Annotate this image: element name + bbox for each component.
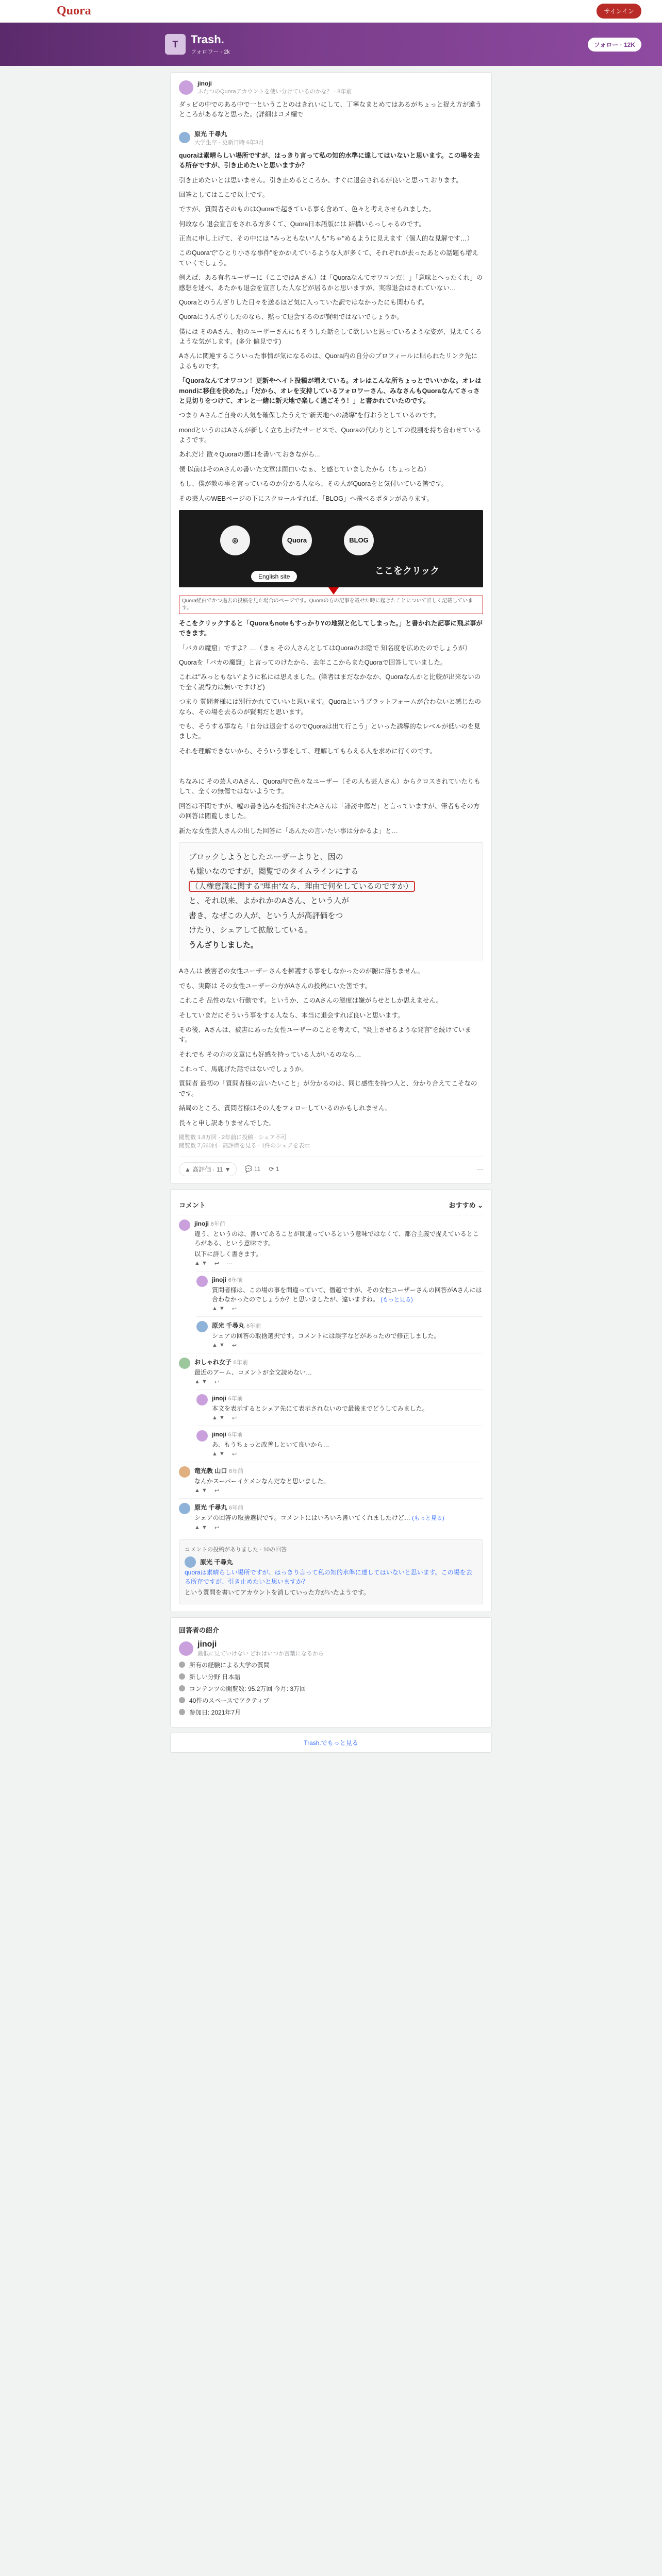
body-paragraph: つまり Aさんご自身の人気を確保したうえで"新天地への誘導"を行おうとしているのです。 xyxy=(179,412,441,419)
views-icon xyxy=(179,1685,185,1691)
body-paragraph: その後、Aさんは、被害にあった女性ユーザーのことを考えて、"炎上させるような発言"を続けています。 xyxy=(179,1026,471,1044)
body-paragraph: 僕 以前はそのAさんの書いた文章は面白いなぁ、と感じていましたから（ちょっとね） xyxy=(179,465,430,473)
upvote-icon[interactable]: ▲ ▼ xyxy=(212,1415,225,1421)
body-paragraph: 「バカの魔窟」ですよ？…（まぁ その人さんとしてはQuoraのお陰で 知名度を広めたのでしょうが） xyxy=(179,644,471,652)
instagram-icon: ◎ xyxy=(220,526,250,555)
body-paragraph: Quoraを「バカの魔窟」と言ってのけたから、去年ここからまたQuoraで回答していました。 xyxy=(179,659,447,666)
related-question-box xyxy=(179,1539,483,1604)
body-paragraph: Quoraにうんざりしたのなら、黙って退会するのが賢明ではないでしょうか。 xyxy=(179,313,403,321)
body-paragraph: ですが、質問者そのものはQuoraで起きている事も含めて、色々と考えさせられました。 xyxy=(179,206,435,213)
body-paragraph: これって、馬鹿げた話ではないでしょうか。 xyxy=(179,1065,308,1073)
avatar[interactable] xyxy=(196,1394,208,1405)
click-here-label: ここをクリック xyxy=(375,565,440,576)
comment-reply xyxy=(196,1426,483,1462)
related-author[interactable]: 原光 千尋丸 xyxy=(200,1558,233,1566)
comment-author[interactable]: おしゃれ女子 xyxy=(194,1359,232,1366)
quote-highlight: （人権意識に関する"理由"なら、理由で何をしているのですか） xyxy=(189,881,415,892)
action-bar xyxy=(179,1157,483,1176)
comment xyxy=(179,1215,483,1271)
red-arrow-icon xyxy=(328,587,339,595)
avatar[interactable] xyxy=(179,80,193,95)
quora-circle-icon: Quora xyxy=(282,526,312,555)
comment-text: シェアの回答の取捨選択です。コメントにはいろいろ書いてくれましたけど… xyxy=(194,1514,410,1522)
space-meta: フォロワー · 2k xyxy=(191,49,230,55)
body-paragraph: これこそ 品性のない行動です。というか、このAさんの態度は嫌がらせとしか思えません。 xyxy=(179,997,443,1005)
comments-section xyxy=(170,1189,492,1612)
signin-button[interactable]: サインイン xyxy=(597,4,641,19)
sub-author-name[interactable]: 原光 千尋丸 xyxy=(194,130,227,138)
post-author xyxy=(179,80,483,95)
blog-circle-icon: BLOG xyxy=(344,526,374,555)
comments-title: コメント xyxy=(179,1201,206,1209)
comment-text: 違う、というのは、書いてあることが間違っているという意味ではなくて、都合主義で捉えているところがある、という意味です。 xyxy=(194,1230,479,1247)
comment-text: 以下に詳しく書きます。 xyxy=(194,1250,262,1258)
quote-line: プロックしようとしたユーザーよりと、因の xyxy=(189,852,343,861)
see-more-link[interactable]: (もっと見る) xyxy=(412,1515,444,1522)
space-icon: T xyxy=(165,34,186,55)
calendar-icon xyxy=(179,1709,185,1715)
body-paragraph: mondというのはAさんが新しく立ち上げたサービスで、Quoraの代わりとしての役割を持ち合わせているようです。 xyxy=(179,426,482,444)
quote-line: けたり、シェアして拡散している。 xyxy=(189,926,312,935)
body-paragraph: その芸人のWEBページの下にスクロールすれば、「BLOG」へ飛べるボタンがあります。 xyxy=(179,495,433,502)
quote-line: も嫌いなのですが、閲覧でのタイムラインにする xyxy=(189,867,359,876)
comment-meta: 6年前 xyxy=(228,1277,243,1283)
body-paragraph: 何故なら 退会宣言をされる方多くて、Quora日本語版には 結構いらっしゃるのです。 xyxy=(179,220,425,228)
sort-dropdown[interactable]: おすすめ ⌄ xyxy=(449,1201,483,1209)
upvote-icon[interactable]: ▲ ▼ xyxy=(212,1451,225,1458)
avatar[interactable] xyxy=(196,1430,208,1442)
sub-author-meta: 大学生卒 · 更新日時 6年3月 xyxy=(194,139,264,146)
comment xyxy=(179,1462,483,1498)
body-paragraph: 新たな女性芸人さんの出した回答に「あんたの言いたい事は分かるよ」と… xyxy=(179,827,399,835)
comment xyxy=(179,1498,483,1535)
post-intro: ダッピの中でのある中で一ということのはきれいにして、丁寧なまとめてはあるがちょっと捉え方が違うところがあるなと思った。(詳細はコメ欄で xyxy=(179,101,482,118)
upvote-icon[interactable]: ▲ ▼ xyxy=(194,1260,207,1266)
avatar[interactable] xyxy=(179,1503,190,1514)
comment-meta: 6年前 xyxy=(246,1323,261,1330)
space-title[interactable]: Trash. xyxy=(191,33,224,46)
comment-meta: 6年前 xyxy=(228,1505,244,1512)
comment xyxy=(179,1353,483,1389)
body-paragraph: これは"みっともない"ように私には思えました。(筆者はまだなかなか、Quoraなんかと比較が出来ないので全く説得力は無いですけど) xyxy=(179,673,481,691)
reply-button[interactable]: ↩ xyxy=(231,1415,237,1422)
body-paragraph: それを理解できないから、そういう事をして、理解してもらえる人を求めに行くのです。 xyxy=(179,747,436,755)
profile-bio: 最低に見ていけない どれはいつか言葉になるから xyxy=(197,1650,324,1657)
body-paragraph: 長々と申し訳ありませんでした。 xyxy=(179,1119,276,1127)
avatar[interactable] xyxy=(196,1276,208,1287)
avatar[interactable] xyxy=(185,1556,196,1568)
space-banner xyxy=(0,23,662,66)
main-column xyxy=(170,72,492,1753)
body-paragraph: それでも その方の文章にも好感を持っている人がいるのなら… xyxy=(179,1050,361,1058)
body-paragraph: Aさんは 被害者の女性ユーザーさんを擁護する事をしなかったのが腑に落ちません。 xyxy=(179,968,424,975)
comment-author[interactable]: jinoji xyxy=(212,1276,226,1283)
post-stats: 閲覧数 1.8万回 · 2年前に投稿 · シェア不可 xyxy=(179,1134,287,1141)
quote-line: 書き、なぜこの人が、という人が高評価をつ xyxy=(189,911,343,920)
comment-meta: 6年前 xyxy=(228,1468,244,1475)
quote-bold-line: うんざりしました。 xyxy=(189,940,259,950)
quote-line: と、それ以来、よかれかのAさん、という人が xyxy=(189,896,349,906)
profile-row: 参加日: 2021年7月 xyxy=(189,1708,241,1716)
related-more: という質問を書いてアカウントを消していった方がいたようです。 xyxy=(185,1588,370,1596)
reply-button[interactable]: ↩ xyxy=(231,1343,237,1349)
body-paragraph: 僕には そのAさん、他のユーザーさんにもそうした話をして欲しいと思っているような姿が、見えてくるような気がします。(多分 偏見です) xyxy=(179,328,482,345)
comment-reply xyxy=(196,1389,483,1426)
english-site-button: English site xyxy=(251,571,297,582)
share-button[interactable]: ⟳ 1 xyxy=(269,1165,279,1173)
related-question-link[interactable]: quoraは素晴らしい場所ですが、はっきり言って私の知的水準に達してはいないと思います。この場を去る所存ですが、引き止めたいと思いますか？ xyxy=(185,1568,472,1585)
body-paragraph: そこをクリックすると「QuoraもnoteもすっかりYの地獄と化してしまった。」と書かれた記事に飛ぶ事ができます。 xyxy=(179,619,483,637)
post-stats-secondary[interactable]: 閲覧数 7,560回 · 高評価を見る · 1件のシェアを表示 xyxy=(179,1142,310,1149)
profile-card xyxy=(170,1617,492,1727)
avatar[interactable] xyxy=(179,1641,193,1656)
avatar[interactable] xyxy=(179,1219,190,1231)
body-paragraph: もし、僕が教の事を言っているのか分かる人なら、その人がQuoraをと気付いている筈です。 xyxy=(179,480,448,488)
profile-heading: 回答者の紹介 xyxy=(179,1626,220,1634)
spaces-icon xyxy=(179,1697,185,1703)
reply-button[interactable]: ↩ xyxy=(214,1260,220,1267)
reply-button[interactable]: ↩ xyxy=(214,1379,220,1386)
image-caption: Quora経由でかつ過去の投稿を見た場合のページです。Quoraの方の記事を載せた時に起きたことについて詳しく記載しています。 xyxy=(179,596,483,614)
profile-row: 新しい分野 日本語 xyxy=(189,1673,241,1681)
avatar[interactable] xyxy=(179,132,190,143)
comment-author[interactable]: 原光 千尋丸 xyxy=(212,1322,245,1330)
comment-author[interactable]: 竜光教 山口 xyxy=(194,1467,227,1475)
body-paragraph: 例えば、ある有名ユーザーに（ここではA さん）は「Quoraなんてオワコンだ！」「意味とへったくれ」の感想を述べ、あたかも退会を宣言した人などが居るかと思いますが、実際退会はされていない… xyxy=(179,274,483,292)
post-card xyxy=(170,72,492,1184)
upvote-icon[interactable]: ▲ ▼ xyxy=(212,1342,225,1349)
comment-author[interactable]: 原光 千尋丸 xyxy=(194,1504,227,1512)
body-paragraph: 結局のところ、質問者様はその人をフォローしているのかもしれません。 xyxy=(179,1105,392,1112)
body-paragraph: 質問者 最初の「質問者様の言いたいこと」が分かるのは、同じ感性を持つ人と、分かり合えてこそなのです。 xyxy=(179,1080,477,1097)
profile-name[interactable]: jinoji xyxy=(197,1639,217,1649)
comment-meta: 6年前 xyxy=(228,1396,243,1402)
profile-row: 40件のスペースでアクティブ xyxy=(189,1697,270,1704)
quoted-image xyxy=(179,842,483,961)
comment-reply xyxy=(196,1316,483,1353)
body-paragraph: でも、実際は その女性ユーザーの方がAさんの投稿にいた筈です。 xyxy=(179,982,372,990)
quora-logo[interactable]: Quora xyxy=(57,4,91,18)
body-paragraph: 回答としてはここで以上です。 xyxy=(179,191,269,198)
top-bar xyxy=(0,0,662,23)
body-paragraph: ちなみに その芸人のAさん、Quora内で色々なユーザー（その人も芸人さん）からクロスされていたりもして、全くの無傷ではないようです。 xyxy=(179,778,481,795)
upvote-button[interactable]: ▲ 高評価 · 11 ▼ xyxy=(179,1162,237,1176)
body-paragraph: Quoraとのうんざりした日々を送るほど気に入っていた訳ではなかったにも関わらず。 xyxy=(179,298,428,306)
shared-answer xyxy=(179,126,483,1149)
profile-row: コンテンツの閲覧数: 95.2万回 今月: 3万回 xyxy=(189,1685,306,1692)
body-paragraph: 正直に申し上げて、その中には "みっともない"人も"ちゃ"めるように見えます（個人的な見解です…） xyxy=(179,235,473,242)
education-icon xyxy=(179,1662,185,1668)
language-icon xyxy=(179,1673,185,1680)
avatar[interactable] xyxy=(179,1358,190,1369)
comment-author[interactable]: jinoji xyxy=(212,1395,226,1402)
reply-button[interactable]: ↩ xyxy=(231,1451,237,1458)
body-paragraph: 「Quoraなんてオワコン！更新やヘイト投稿が増えている。オレはこんな所ちょっとでいいかな。オレはmondに移住を決めた。」「だから、オレを支持しているフォロワーさん、みなさんもQuoraなんてさっさと見切りをつけて、オレと一緒に新天地で楽しく過ごそう！」と書かれていたのです。 xyxy=(179,377,482,404)
comment-meta: 6年前 xyxy=(228,1432,243,1438)
comment-text: あ、もうちょっと改善しといて良いから… xyxy=(212,1441,329,1449)
comment-text: 最近のアーム、コメントが全文読めない… xyxy=(194,1369,312,1377)
body-paragraph: Aさんに関連するこういった事情が気になるのは、Quora内の自分のプロフィールに貼られたリンク先によるものです。 xyxy=(179,352,478,370)
comment-text: 質問者様は、この場の事を間違っていて、僭越ですが、その女性ユーザーさんの回答がAさんには合わなかったのでしょうか？と思いましたが、違いますね。 xyxy=(212,1286,482,1303)
comment-meta: 6年前 xyxy=(233,1360,248,1366)
body-paragraph: 引き止めたいとは思いません。引き止めるところか、すぐに退会されるが良いと思っております。 xyxy=(179,176,462,184)
comment-text: 本文を表示するとシェア先にて表示されないので最後までどうしてみました。 xyxy=(212,1405,428,1413)
screenshot-image xyxy=(179,510,483,587)
body-paragraph: そしていまだにそういう事をする人なら、本当に退会すれば良いと思います。 xyxy=(179,1011,404,1019)
upvote-icon[interactable]: ▲ ▼ xyxy=(194,1487,207,1494)
author-name[interactable]: jinoji xyxy=(197,80,212,87)
body-paragraph: でも、そうする事なら「自分は退会するのでQuoraは出て行こう」といった誘導的なレベルが低いのを見ました。 xyxy=(179,722,481,740)
profile-row: 所有の経験による大学の質問 xyxy=(189,1661,270,1669)
upvote-icon[interactable]: ▲ ▼ xyxy=(194,1524,207,1531)
comment-text: なんかスーパーイケメンなんだなと思いました。 xyxy=(194,1478,330,1485)
more-options-icon[interactable]: ··· xyxy=(477,1165,483,1173)
comment-text: シェアの回答の取捨選択です。コメントには誤字などがあったので修正しました。 xyxy=(212,1332,440,1340)
comment-meta: 6年前 xyxy=(210,1221,225,1227)
avatar[interactable] xyxy=(196,1321,208,1332)
body-paragraph: つまり 質問者様には別行かれてていいと思います。Quoraというプラットフォームが合わないと感じたのなら、その場を去るのが賢明だと思います。 xyxy=(179,698,481,716)
more-options-icon[interactable]: ··· xyxy=(226,1260,233,1266)
reply-button[interactable]: ↩ xyxy=(214,1524,220,1531)
body-paragraph: あれだけ 散々Quoraの悪口を書いておきながら… xyxy=(179,451,321,459)
reply-button[interactable]: ↩ xyxy=(231,1306,237,1313)
comment-reply xyxy=(196,1271,483,1317)
question-headline[interactable]: quoraは素晴らしい場所ですが、はっきり言って私の知的水準に達してはいないと思います。この場を去る所存ですが、引き止めたいと思いますか？ xyxy=(179,151,480,170)
follow-space-button[interactable]: フォロー · 12K xyxy=(588,38,641,52)
reply-button[interactable]: ↩ xyxy=(214,1488,220,1495)
author-meta: ふたつのQuoraアカウントを使い分けているのかな？ · 8年前 xyxy=(197,89,352,95)
comment-author[interactable]: jinoji xyxy=(194,1219,209,1227)
comment-author[interactable]: jinoji xyxy=(212,1431,226,1438)
upvote-icon[interactable]: ▲ ▼ xyxy=(212,1306,225,1312)
related-title: コメントの投稿がありました · 10の回答 xyxy=(185,1546,287,1553)
body-paragraph: このQuoraで"ひとり小さな事件"をかかえているような人が多くて、それぞれが去ったあとの話題も増えていくでしょう。 xyxy=(179,249,478,267)
see-more-link[interactable]: (もっと見る) xyxy=(380,1296,413,1303)
upvote-icon[interactable]: ▲ ▼ xyxy=(194,1379,207,1385)
see-more-in-space-button[interactable]: Trash.でもっと見る xyxy=(170,1733,492,1753)
comment-button[interactable]: 💬 11 xyxy=(244,1165,261,1173)
body-paragraph: 回答は不問ですが、嘘の書き込みを指摘されたAさんは「誹謗中傷だ」と言っていますが、筆者もその方の回答は閲覧しました。 xyxy=(179,802,480,820)
avatar[interactable] xyxy=(179,1466,190,1478)
